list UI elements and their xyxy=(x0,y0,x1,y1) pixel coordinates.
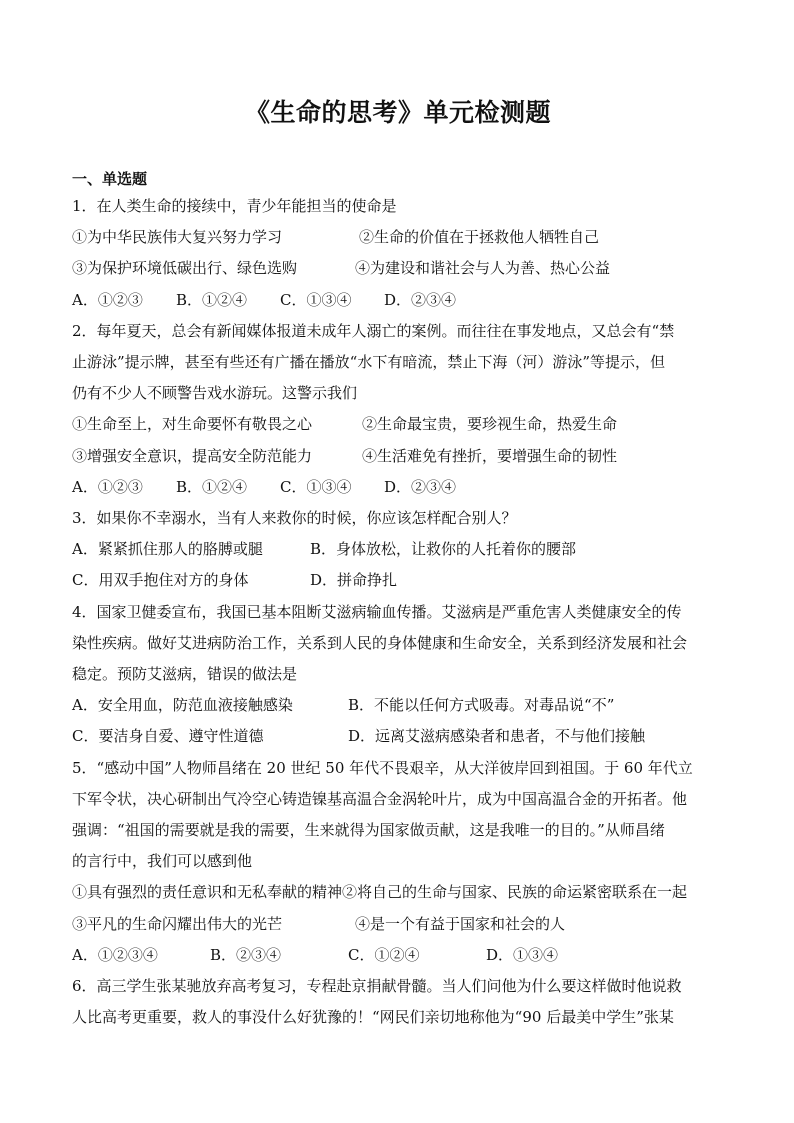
question-5-choices xyxy=(72,940,724,971)
q1-option-3: ③为保护环境低碳出行、绿色选购 xyxy=(72,259,298,278)
q2-choice-b: B．①②④ xyxy=(176,477,248,496)
q3-choice-b: B．身体放松，让救你的人托着你的腰部 xyxy=(310,540,577,559)
q2-option-1: ①生命至上，对生命要怀有敬畏之心 xyxy=(72,415,313,434)
exam-title: 《生命的思考》单元检测题 xyxy=(244,98,551,127)
exam-page xyxy=(72,96,724,1033)
q1-choice-b: B．①②④ xyxy=(176,290,248,309)
question-2-stem-line-2: 止游泳”提示牌，甚至有些还有广播在播放“水下有暗流，禁止下海（河）游泳”等提示，但 xyxy=(72,353,666,372)
question-1-options-row-1 xyxy=(72,222,724,253)
question-4-choices-row-1 xyxy=(72,690,724,721)
question-2-choices xyxy=(72,472,724,503)
q3-choice-c: C．用双手抱住对方的身体 xyxy=(72,571,249,590)
q2-option-4: ④生活难免有挫折，要增强生命的韧性 xyxy=(362,446,618,465)
q1-choice-d: D．②③④ xyxy=(384,290,457,309)
question-5-stem-line-4: 的言行中，我们可以感到他 xyxy=(72,852,253,871)
question-1-options-row-2 xyxy=(72,253,724,284)
question-4-stem-line-3: 稳定。预防艾滋病，错误的做法是 xyxy=(72,665,298,684)
question-6-stem-line-1: 6．高三学生张某驰放弃高考复习，专程赴京捐献骨髓。当人们问他为什么要这样做时他说救 xyxy=(72,977,682,996)
question-2-stem-line-1: 2．每年夏天，总会有新闻媒体报道未成年人溺亡的案例。而往往在事发地点，又总会有“禁 xyxy=(72,321,675,340)
q5-choice-c: C．①②④ xyxy=(348,945,420,964)
q2-choice-c: C．①③④ xyxy=(280,477,352,496)
q5-option-4: ④是一个有益于国家和社会的人 xyxy=(355,914,566,933)
q5-choice-b: B．②③④ xyxy=(210,945,282,964)
question-4-choices-row-2 xyxy=(72,721,724,752)
q5-options-1-2: ①具有强烈的责任意识和无私奉献的精神②将自己的生命与国家、民族的命运紧密联系在一起 xyxy=(72,883,688,902)
q2-option-2: ②生命最宝贵，要珍视生命，热爱生命 xyxy=(362,415,618,434)
q1-option-4: ④为建设和谐社会与人为善、热心公益 xyxy=(355,259,611,278)
question-6-stem-line-2: 人比高考更重要，救人的事没什么好犹豫的！“网民们亲切地称他为“90 后最美中学生”张某 xyxy=(72,1008,674,1027)
question-4-stem-line-2: 染性疾病。做好艾进病防治工作，关系到人民的身体健康和生命安全，关系到经济发展和社会 xyxy=(72,633,688,652)
question-5-options-row-2 xyxy=(72,909,724,940)
question-5-stem-line-2: 下军令状，决心研制出气冷空心铸造镍基高温合金涡轮叶片，成为中国高温合金的开拓者。他 xyxy=(72,789,688,808)
question-1-choices xyxy=(72,285,724,316)
question-2-options-row-1 xyxy=(72,409,724,440)
q5-choice-d: D．①③④ xyxy=(486,945,559,964)
q1-option-2: ②生命的价值在于拯救他人牺牲自己 xyxy=(359,228,600,247)
q5-choice-a: A．①②③④ xyxy=(72,945,158,964)
question-1-stem: 1．在人类生命的接续中，青少年能担当的使命是 xyxy=(72,197,397,215)
question-4-stem-line-1: 4．国家卫健委宣布，我国已基本阻断艾滋病输血传播。艾滋病是严重危害人类健康安全的传 xyxy=(72,602,682,621)
q1-choice-c: C．①③④ xyxy=(280,290,352,309)
question-3-choices-row-1 xyxy=(72,534,724,565)
question-2-options-row-2 xyxy=(72,441,724,472)
q3-choice-a: A．紧紧抓住那人的胳膊或腿 xyxy=(72,540,263,559)
q3-choice-d: D．拼命挣扎 xyxy=(310,571,398,590)
section-heading: 一、单选题 xyxy=(72,170,148,188)
question-3-stem: 3．如果你不幸溺水，当有人来救你的时候，你应该怎样配合别人？ xyxy=(72,509,517,528)
q2-choice-d: D．②③④ xyxy=(384,477,457,496)
q4-choice-b: B．不能以任何方式吸毒。对毒品说“不” xyxy=(348,696,615,715)
q4-choice-d: D．远离艾滋病感染者和患者，不与他们接触 xyxy=(348,727,646,746)
q1-option-1: ①为中华民族伟大复兴努力学习 xyxy=(72,228,283,247)
q5-option-3: ③平凡的生命闪耀出伟大的光芒 xyxy=(72,914,283,933)
q4-choice-c: C．要洁身自爱、遵守性道德 xyxy=(72,727,264,746)
question-2-stem-line-3: 仍有不少人不顾警告戏水游玩。这警示我们 xyxy=(72,384,358,403)
question-3-choices-row-2 xyxy=(72,565,724,596)
question-5-stem-line-3: 强调：“祖国的需要就是我的需要，生来就得为国家做贡献，这是我唯一的目的。”从师昌绪 xyxy=(72,821,665,840)
q4-choice-a: A．安全用血，防范血液接触感染 xyxy=(72,696,293,715)
q1-choice-a: A．①②③ xyxy=(72,290,143,309)
q2-option-3: ③增强安全意识，提高安全防范能力 xyxy=(72,446,313,465)
question-5-stem-line-1: 5．“感动中国”人物师昌绪在 20 世纪 50 年代不畏艰辛，从大洋彼岸回到祖国。于 60 年代立 xyxy=(72,758,693,777)
q2-choice-a: A．①②③ xyxy=(72,477,143,496)
